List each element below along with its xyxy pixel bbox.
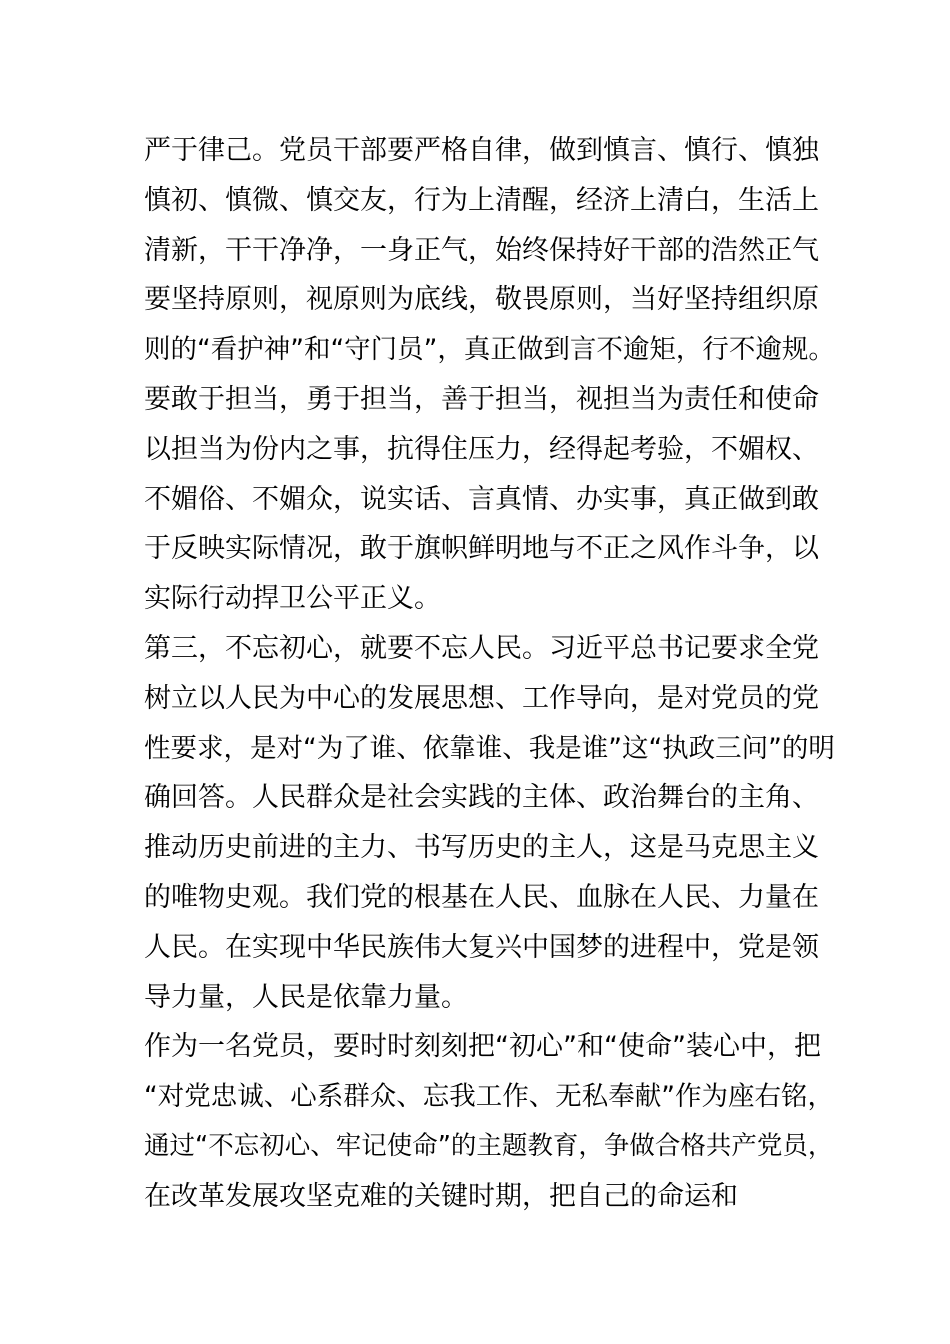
- text-line: 的唯物史观。我们党的根基在人民、血脉在人民、力量在: [144, 881, 819, 913]
- text-line: 树立以人民为中心的发展思想、工作导向，是对党员的党: [144, 682, 819, 714]
- text-line: 以担当为份内之事，抗得住压力，经得起考验，不媚权、: [144, 433, 819, 465]
- text-line: 严于律己。党员干部要严格自律，做到慎言、慎行、慎独: [144, 135, 819, 166]
- text-line: 性要求，是对“为了谁、依靠谁、我是谁”这“执政三问”的明: [144, 732, 835, 764]
- text-line: 确回答。人民群众是社会实践的主体、政治舞台的主角、: [144, 782, 819, 814]
- body-text: [144, 126, 844, 1222]
- text-line: 不媚俗、不媚众，说实话、言真情、办实事，真正做到敢: [144, 483, 819, 515]
- text-line: 要坚持原则，视原则为底线，敬畏原则，当好坚持组织原: [144, 284, 819, 316]
- text-line: 实际行动捍卫公平正义。: [144, 583, 441, 615]
- text-line: 导力量，人民是依靠力量。: [144, 981, 468, 1013]
- text-line: 第三，不忘初心，就要不忘人民。习近平总书记要求全党: [144, 632, 819, 664]
- text-line: 于反映实际情况，敢于旗帜鲜明地与不正之风作斗争，以: [144, 533, 819, 565]
- text-line: 在改革发展攻坚克难的关键时期，把自己的命运和: [144, 1180, 738, 1212]
- text-line: 清新，干干净净，一身正气，始终保持好干部的浩然正气: [144, 234, 819, 266]
- text-line: 要敢于担当，勇于担当，善于担当，视担当为责任和使命: [144, 383, 819, 415]
- text-line: “对党忠诚、心系群众、忘我工作、无私奉献”作为座右铭，: [144, 1081, 834, 1113]
- text-line: 慎初、慎微、慎交友，行为上清醒，经济上清白，生活上: [144, 184, 819, 216]
- text-line: 推动历史前进的主力、书写历史的主人，这是马克思主义: [144, 832, 819, 864]
- text-line: 通过“不忘初心、牢记使命”的主题教育，争做合格共产党员，: [144, 1130, 834, 1161]
- text-line: 则的“看护神”和“守门员”，真正做到言不逾矩，行不逾规。: [144, 334, 835, 366]
- text-line: 作为一名党员，要时时刻刻把“初心”和“使命”装心中，把: [144, 1031, 821, 1063]
- text-line: 人民。在实现中华民族伟大复兴中国梦的进程中，党是领: [144, 931, 819, 963]
